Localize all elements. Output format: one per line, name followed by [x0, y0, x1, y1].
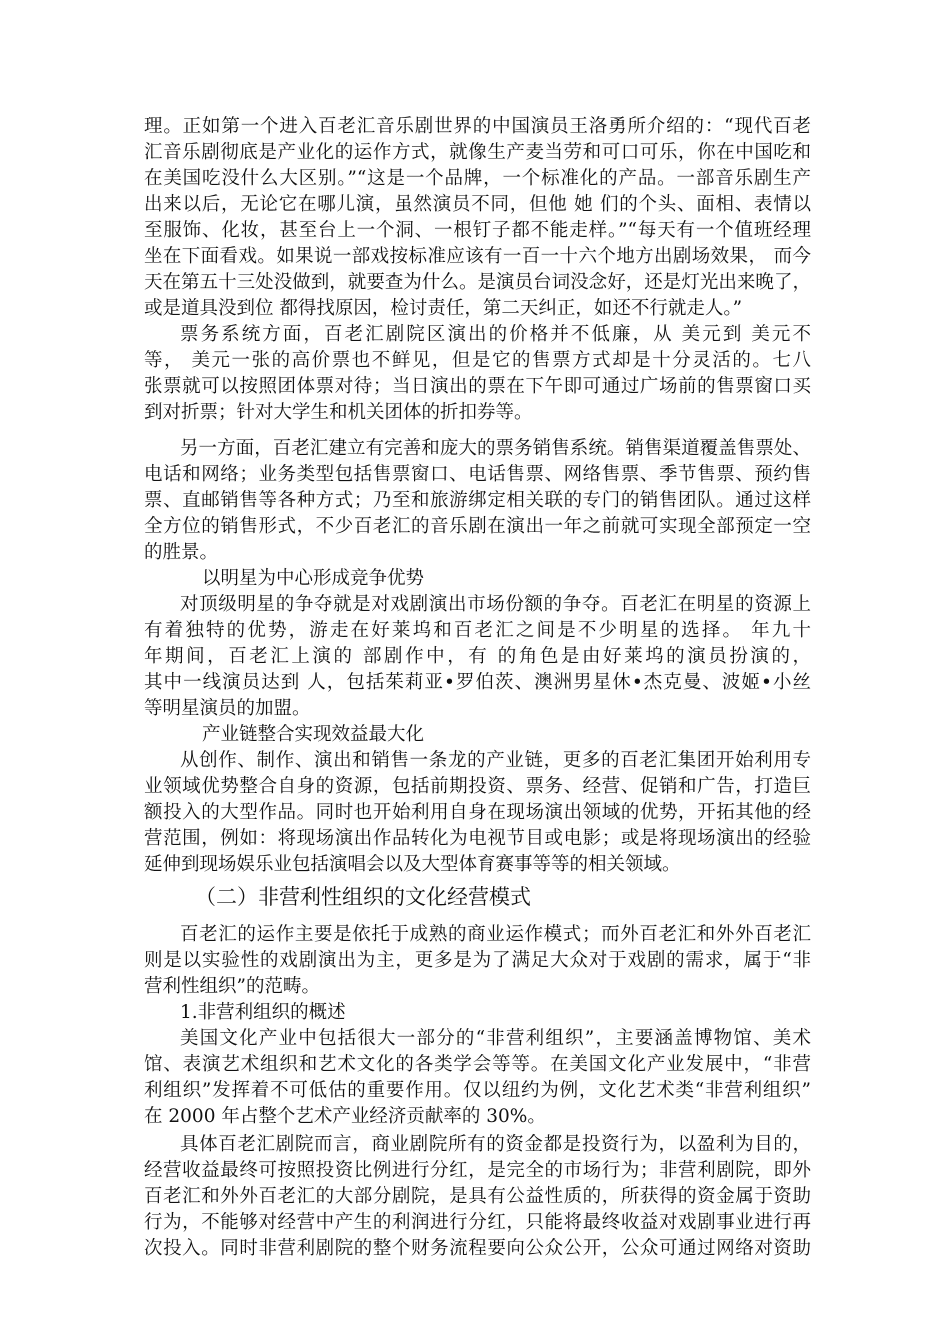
- section-heading: （二）非营利性组织的文化经营模式: [195, 885, 531, 909]
- section-subheading: 产业链整合实现效益最大化: [202, 724, 425, 745]
- text-line: 电话和网络；业务类型包括售票窗口、电话售票、网络售票、季节售票、预约售: [144, 464, 811, 485]
- text-line: 次投入。同时非营利剧院的整个财务流程要向公众公开，公众可通过网络对资助: [144, 1238, 811, 1259]
- text-line: 坐在下面看戏。如果说一部戏按标准应该有一百一十六个地方出剧场效果， 而今: [144, 246, 811, 267]
- text-line: 在 2000 年占整个艺术产业经济贡献率的 30%。: [144, 1106, 546, 1127]
- text-line: 具体百老汇剧院而言，商业剧院所有的资金都是投资行为，以盈利为目的，: [180, 1134, 811, 1155]
- text-line: 的胜景。: [144, 542, 219, 563]
- text-line: 等明星演员的加盟。: [144, 698, 311, 719]
- text-line: 票务系统方面，百老汇剧院区演出的价格并不低廉，从 美元到 美元不: [180, 324, 811, 345]
- text-line: 理。正如第一个进入百老汇音乐剧世界的中国演员王洛勇所介绍的：“现代百老: [144, 116, 811, 137]
- text-line: 年期间，百老汇上演的 部剧作中，有 的角色是由好莱坞的演员扮演的，: [144, 646, 811, 667]
- text-line: 到对折票；针对大学生和机关团体的折扣券等。: [144, 402, 533, 423]
- text-line: 从创作、制作、演出和销售一条龙的产业链，更多的百老汇集团开始利用专: [180, 750, 811, 771]
- text-line: 营利性组织”的范畴。: [144, 976, 320, 997]
- text-line: 则是以实验性的戏剧演出为主，更多是为了满足大众对于戏剧的需求，属于“非: [144, 950, 811, 971]
- text-line: 馆、表演艺术组织和艺术文化的各类学会等等。在美国文化产业发展中，“非营: [144, 1054, 811, 1075]
- section-subheading: 以明星为中心形成竞争优势: [202, 568, 425, 589]
- text-line: 在美国吃没什么大区别。”“这是一个品牌，一个标准化的产品。一部音乐剧生产: [144, 168, 811, 189]
- text-line: 百老汇和外外百老汇的大部分剧院，是具有公益性质的，所获得的资金属于资助: [144, 1186, 811, 1207]
- text-line: 利组织”发挥着不可低估的重要作用。仅以纽约为例，文化艺术类“非营利组织”: [144, 1080, 811, 1101]
- text-line: 至服饰、化妆，甚至台上一个洞、一根钉子都不能走样。”“每天有一个值班经理: [144, 220, 811, 241]
- text-line: 对顶级明星的争夺就是对戏剧演出市场份额的争夺。百老汇在明星的资源上: [180, 594, 811, 615]
- text-line: 张票就可以按照团体票对待；当日演出的票在下午即可通过广场前的售票窗口买: [144, 376, 811, 397]
- text-line: 延伸到现场娱乐业包括演唱会以及大型体育赛事等等的相关领域。: [144, 854, 681, 875]
- text-line: 出来以后，无论它在哪儿演，虽然演员不同，但他 她 们的个头、面相、表情以: [144, 194, 811, 215]
- text-line: 额投入的大型作品。同时也开始利用自身在现场演出领域的优势，开拓其他的经: [144, 802, 811, 823]
- text-line: 票、直邮销售等各种方式；乃至和旅游绑定相关联的专门的销售团队。通过这样: [144, 490, 811, 511]
- text-line: 天在第五十三处没做到，就要查为什么。是演员台词没念好，还是灯光出来晚了，: [144, 272, 811, 293]
- text-line: 汇音乐剧彻底是产业化的运作方式，就像生产麦当劳和可口可乐，你在中国吃和: [144, 142, 811, 163]
- text-line: 或是道具没到位 都得找原因，检讨责任，第二天纠正，如还不行就走人。”: [144, 298, 743, 319]
- text-line: 另一方面，百老汇建立有完善和庞大的票务销售系统。销售渠道覆盖售票处、: [180, 438, 811, 459]
- text-line: 行为，不能够对经营中产生的利润进行分红，只能将最终收益对戏剧事业进行再: [144, 1212, 811, 1233]
- text-line: 有着独特的优势，游走在好莱坞和百老汇之间是不少明星的选择。 年九十: [144, 620, 811, 641]
- text-line: 营范围，例如：将现场演出作品转化为电视节目或电影；或是将现场演出的经验: [144, 828, 811, 849]
- text-line: 其中一线演员达到 人，包括茱莉亚•罗伯茨、澳洲男星休•杰克曼、波姬•小丝: [144, 672, 811, 693]
- text-line: 百老汇的运作主要是依托于成熟的商业运作模式；而外百老汇和外外百老汇: [180, 924, 811, 945]
- numbered-subheading: 1.非营利组织的概述: [180, 1002, 346, 1023]
- text-line: 美国文化产业中包括很大一部分的“非营利组织”，主要涵盖博物馆、美术: [180, 1028, 811, 1049]
- text-line: 全方位的销售形式，不少百老汇的音乐剧在演出一年之前就可实现全部预定一空: [144, 516, 811, 537]
- text-line: 等， 美元一张的高价票也不鲜见，但是它的售票方式却是十分灵活的。七八: [144, 350, 811, 371]
- text-line: 业领域优势整合自身的资源，包括前期投资、票务、经营、促销和广告，打造巨: [144, 776, 811, 797]
- text-line: 经营收益最终可按照投资比例进行分红，是完全的市场行为；非营利剧院，即外: [144, 1160, 811, 1181]
